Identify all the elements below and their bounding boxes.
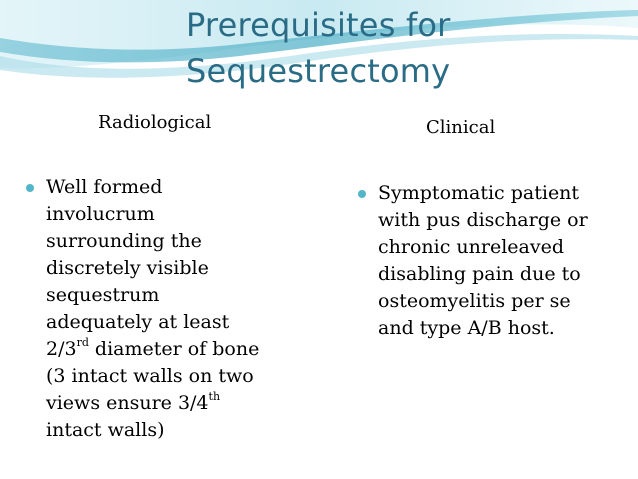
bullet-line: Well formed [46, 176, 163, 198]
bullet-line: with pus discharge or [378, 209, 588, 231]
bullet-line: disabling pain due to [378, 263, 581, 285]
bullet-line [46, 336, 296, 363]
radiological-bullet [26, 174, 296, 444]
bullet-line: Symptomatic patient [378, 182, 580, 204]
clinical-bullet [358, 180, 613, 342]
bullet-dot-icon [358, 190, 366, 198]
bullet-line-rest: diameter of bone [88, 338, 260, 360]
clinical-heading: Clinical [426, 117, 496, 138]
radiological-heading: Radiological [98, 112, 212, 133]
ordinal-superscript: th [208, 390, 221, 403]
bullet-line: adequately at least [46, 311, 230, 333]
bullet-line: surrounding the [46, 230, 202, 252]
fraction-text: views ensure 3/4 [46, 392, 209, 414]
bullet-dot-icon [26, 184, 34, 192]
slide-title-line-2: Sequestrectomy [186, 52, 451, 90]
bullet-line: osteomyelitis per se [378, 290, 571, 312]
bullet-line: and type A/B host. [378, 317, 555, 339]
fraction-text: 2/3 [46, 338, 77, 360]
bullet-line: chronic unreleaved [378, 236, 564, 258]
ordinal-superscript: rd [76, 336, 89, 349]
clinical-bullet-text [358, 180, 613, 342]
bullet-line: intact walls) [46, 419, 165, 441]
radiological-bullet-text [26, 174, 296, 444]
slide-title-line-1: Prerequisites for [186, 6, 451, 44]
bullet-line: sequestrum [46, 284, 160, 306]
bullet-line: discretely visible [46, 257, 209, 279]
slide-title [186, 2, 606, 94]
bullet-line: involucrum [46, 203, 155, 225]
bullet-line: (3 intact walls on two [46, 365, 254, 387]
bullet-line [46, 390, 296, 417]
